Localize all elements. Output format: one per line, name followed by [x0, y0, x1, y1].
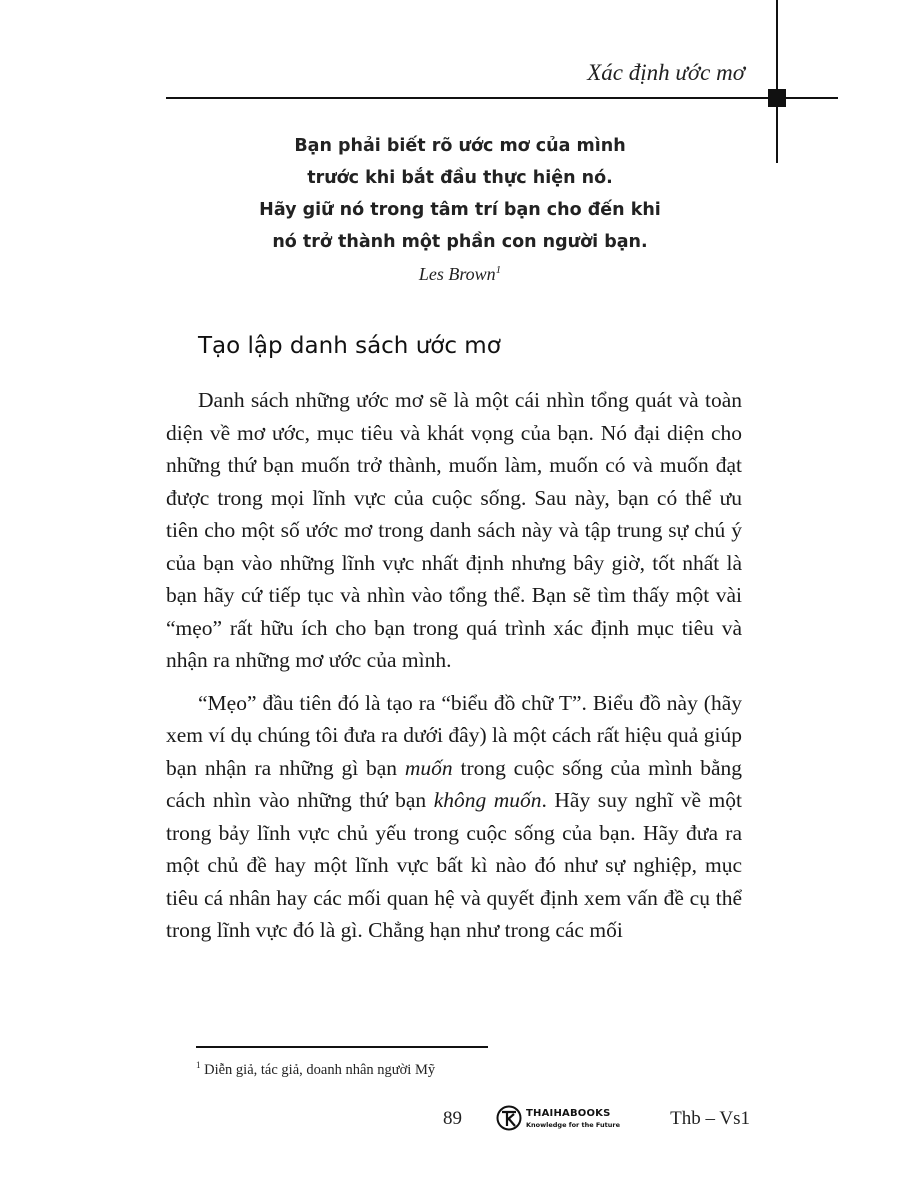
- emphasis-text: muốn: [404, 755, 453, 780]
- epigraph-line: Bạn phải biết rõ ước mơ của mình: [294, 136, 626, 156]
- footnote: [196, 1060, 435, 1079]
- page-number: 89: [443, 1108, 462, 1129]
- page-code: Thb – Vs1: [670, 1108, 750, 1129]
- header-rule: [166, 97, 838, 99]
- footnote-text: Diễn giả, tác giả, doanh nhân người Mỹ: [204, 1061, 436, 1078]
- epigraph-line: nó trở thành một phần con người bạn.: [272, 232, 648, 252]
- section-heading: Tạo lập danh sách ước mơ: [198, 333, 501, 359]
- paragraph-text: trong cuộc sống của mình bằng cách nhìn vào những thứ bạn: [166, 755, 742, 812]
- epigraph-line: trước khi bắt đầu thực hiện nó.: [307, 168, 613, 188]
- epigraph-attribution: [200, 264, 720, 285]
- epigraph-author: Les Brown: [418, 264, 496, 284]
- publisher-logo: [496, 1105, 621, 1137]
- emphasis-text: không muốn: [433, 788, 542, 812]
- paragraph-text: . Hãy suy nghĩ về một trong bảy lĩnh vực chủ yếu trong cuộc sống của bạn. Hãy đưa ra một chủ đề hay một lĩnh vực bất kì nào đó như sự nghiệp, mục tiêu cá nhân hay các mối quan hệ và quyết định xem vấn đề cụ thể trong lĩnh vực đó là gì. Chẳng hạn như trong các mối: [166, 788, 743, 942]
- epigraph: [200, 130, 720, 258]
- epigraph-line: Hãy giữ nó trong tâm trí bạn cho đến khi: [259, 200, 661, 220]
- publisher-tagline: Knowledge for the Future: [526, 1121, 621, 1129]
- crop-mark-vertical: [776, 0, 778, 163]
- paragraph: Danh sách những ước mơ sẽ là một cái nhìn tổng quát và toàn diện về mơ ước, mục tiêu và khát vọng của bạn. Nó đại diện cho những thứ bạn muốn trở thành, muốn làm, muốn có và muốn đạt được trong mọi lĩnh vực của cuộc sống. Sau này, bạn có thể ưu tiên cho một số ước mơ trong danh sách này và tập trung sự chú ý của bạn vào những lĩnh vực nhất định nhưng bây giờ, tốt nhất là bạn hãy cứ tiếp tục và nhìn vào tổng thể. Bạn sẽ tìm thấy một vài “mẹo” rất hữu ích cho bạn trong quá trình xác định mục tiêu và nhận ra những mơ ước của mình.: [166, 388, 742, 672]
- body-text: [166, 384, 742, 957]
- footnote-reference: 1: [495, 264, 502, 276]
- running-title: Xác định ước mơ: [587, 60, 745, 85]
- publisher-logo-icon: [496, 1105, 522, 1131]
- crop-mark-square: [768, 89, 786, 107]
- paragraph: [166, 687, 742, 947]
- paragraph-text: “Mẹo” đầu tiên đó là tạo ra “biểu đồ chữ T”. Biểu đồ này (hãy xem ví dụ chúng tôi đưa ra dưới đây) là một cách rất hiệu quả giúp bạn nhận ra những gì bạn: [166, 690, 742, 780]
- footnote-mark: 1: [196, 1060, 201, 1070]
- publisher-name: THAIHABOOKS: [526, 1108, 611, 1119]
- footnote-rule: [196, 1046, 488, 1048]
